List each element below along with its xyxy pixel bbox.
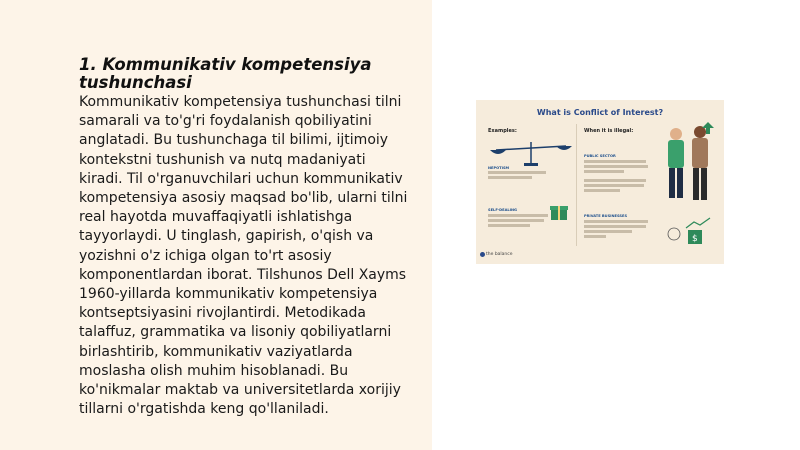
brand-name: the balance <box>486 252 513 257</box>
private-businesses-label: PRIVATE BUSINESSES <box>584 214 628 218</box>
slide-body-text: Kommunikativ kompetensiya tushunchasi tilni samarali va to'g'ri foydalanish qobiliyatini anglatadi. Bu tushunchaga til bilimi, ijtimoiy kontekstni tushunish va nutq madaniyati kiradi. Til o'rganuvchilari uchun kommunikativ kompetensiya asosiy maqsad bo'lib, ularni tilni real hayotda muvaffaqiyatli ishlatishga tayyorlaydi. U tinglash, gapirish, o'qish va yozishni o'z ichiga olgan to'rt asosiy komponentlardan iborat. Tilshunos Dell Xayms 1960-yillarda kommunikativ kompetensiya kontseptsiyasini rivojlantirdi. Metodikada talaffuz, grammatika va lisoniy qobiliyatlarni birlashtirib, kommunikativ vaziyatlarda moslasha olish muhim hisoblanadi. Bu ko'nikmalar maktab va universitetlarda xorijiy tillarni o'rgatishda keng qo'llaniladi. <box>79 94 408 418</box>
examples-label: Examples: <box>488 128 517 134</box>
nepotism-description <box>488 171 558 179</box>
self-dealing-label: SELF-DEALING <box>488 208 517 212</box>
slide-heading: 1. Kommunikativ kompetensiya tushunchasi <box>79 55 372 92</box>
column-divider <box>576 124 577 246</box>
brand-logo-icon <box>480 252 485 257</box>
gift-icon <box>548 200 570 222</box>
illegal-label: When it is illegal: <box>584 128 634 134</box>
svg-text:$: $ <box>692 234 698 244</box>
scale-icon <box>486 138 576 168</box>
nepotism-label: NEPOTISM <box>488 166 510 170</box>
infographic-title: What is Conflict of Interest? <box>536 108 664 117</box>
private-businesses-description <box>584 220 654 238</box>
conflict-of-interest-infographic <box>476 100 724 264</box>
public-sector-label: PUBLIC SECTOR <box>584 154 616 158</box>
business-people-illustration <box>656 118 720 204</box>
money-growth-icon <box>666 216 714 250</box>
public-sector-description <box>584 160 654 192</box>
